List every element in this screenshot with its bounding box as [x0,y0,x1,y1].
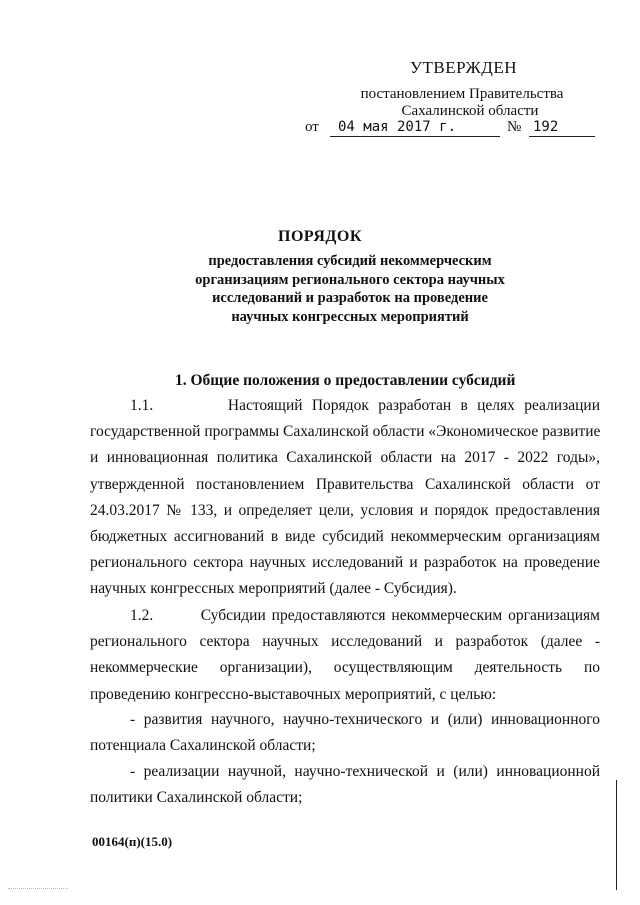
section-heading: 1. Общие положения о предоставлении субсидий [175,372,516,389]
paragraph-line: 24.03.2017 № 133, и определяет цели, условия и порядок предоставления [90,501,600,519]
document-code: 00164(п)(15.0) [92,834,173,849]
paragraph-line: потенциала Сахалинской области; [90,737,316,755]
approval-title: УТВЕРЖДЕН [410,58,517,77]
subtitle-line: предоставления субсидий некоммерческим [208,253,492,269]
approval-date: 04 мая 2017 г. [330,119,500,137]
paragraph-line: бюджетных ассигнований в виде субсидий некоммерческим организациям [90,528,600,546]
paragraph-line: утвержденной постановлением Правительства Сахалинской области от [90,475,600,493]
paragraph-line: некоммерческие организации), осуществляющим деятельность по [90,659,600,677]
paragraph-line: политики Сахалинской области; [90,789,303,807]
paragraph-line: проведению конгрессно-выставочных мероприятий, с целью: [90,685,497,703]
paragraph-line: научных конгрессных мероприятий (далее - Субсидия). [90,580,457,598]
paragraph-line: 1.1. Настоящий Порядок разработан в целях реализации [130,397,600,414]
subtitle-line: исследований и разработок на проведение [212,290,488,306]
paragraph-1-1 [90,393,600,603]
paragraph-1-2 [90,603,600,708]
subtitle-line: научных конгрессных мероприятий [231,308,469,325]
number-sign-label: № [507,119,522,135]
paragraph-line: государственной программы Сахалинской области «Экономическое развитие [90,423,601,441]
date-prefix-label: от [305,119,319,135]
document-subtitle [160,252,540,326]
paragraph-line: регионального сектора научных исследований и разработок на проведение [90,554,600,572]
list-item [90,707,600,759]
paragraph-line: - реализации научной, научно-технической и (или) инновационной [130,763,600,780]
paragraph-line: 1.2. Субсидии предоставляются некоммерческим организациям [130,607,600,624]
list-item [90,759,600,811]
approval-date-row [305,119,605,139]
paragraph-line: и инновационная политика Сахалинской области на 2017 - 2022 годы», [90,449,600,467]
scan-artifact [8,886,68,889]
scan-edge-line [616,780,617,890]
approval-number: 192 [529,119,595,137]
paragraph-line: - развития научного, научно-технического и (или) инновационного [130,711,600,728]
approval-line-2: Сахалинской области [401,103,539,119]
document-title: ПОРЯДОК [278,228,362,245]
subtitle-line: организациям регионального сектора научных [195,271,505,288]
approval-line-1: постановлением Правительства [360,86,564,102]
paragraph-line: регионального сектора научных исследований и разработок (далее - [90,633,600,651]
